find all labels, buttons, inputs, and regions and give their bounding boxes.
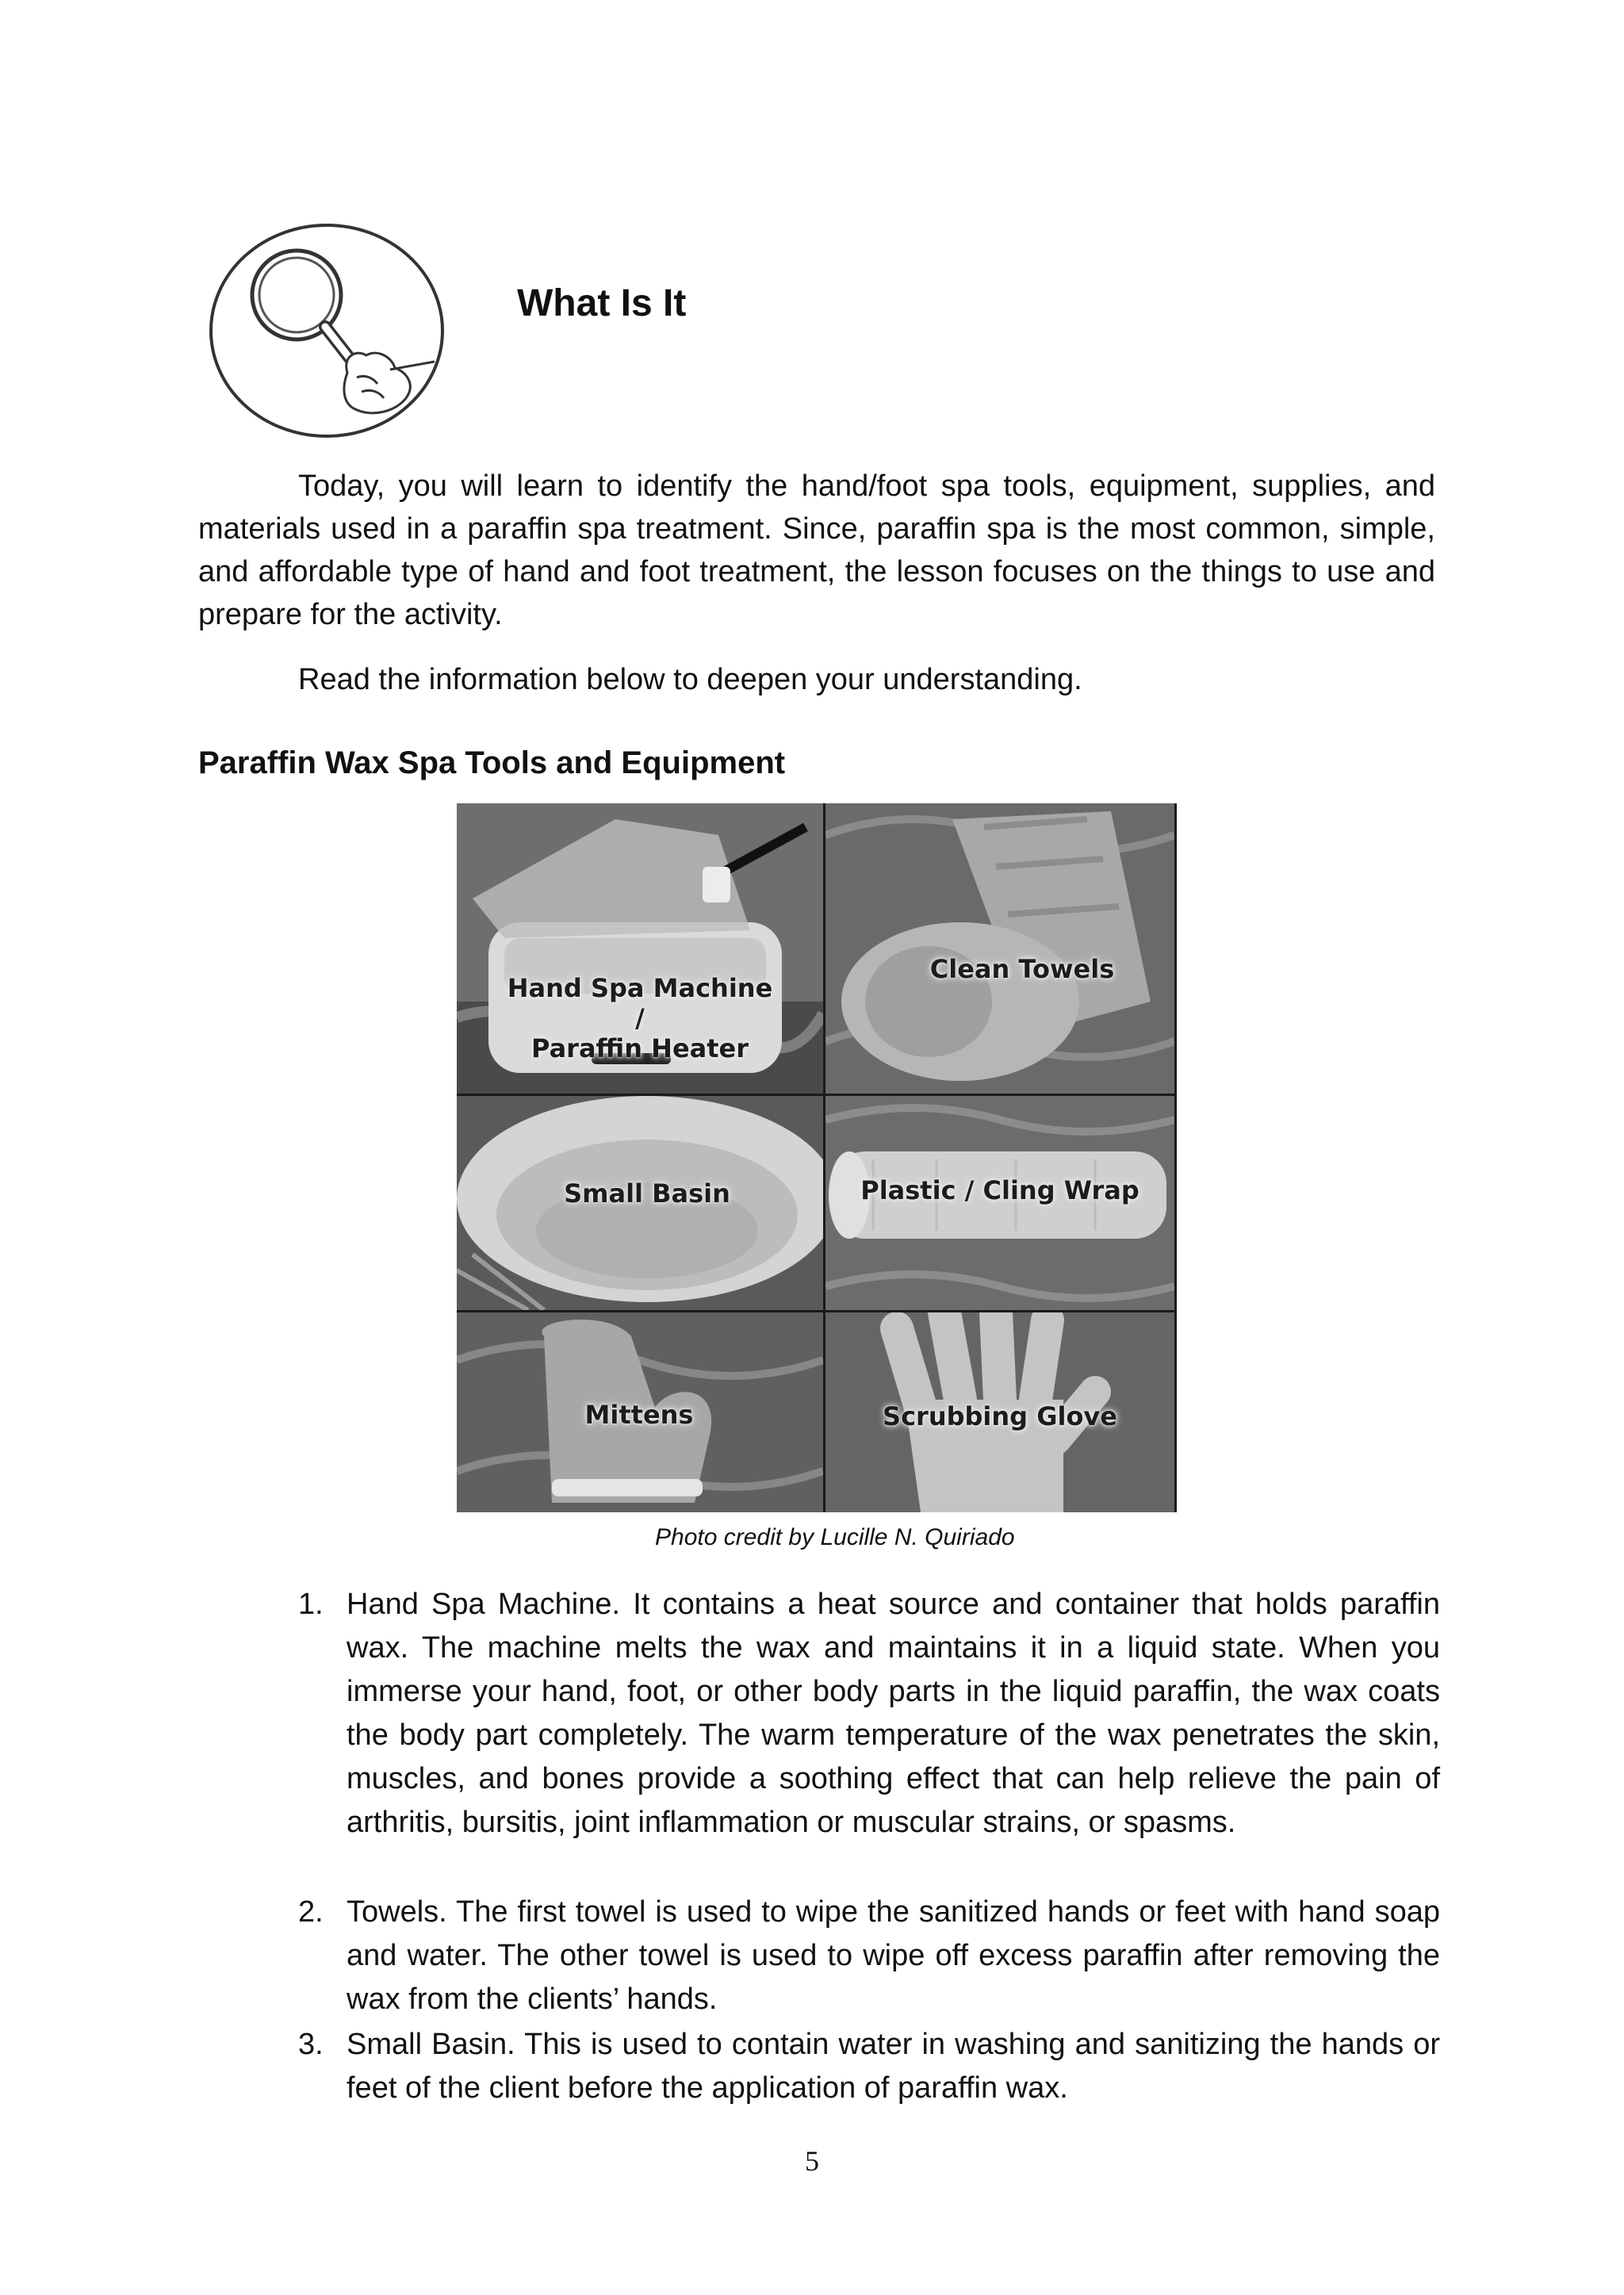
section-subheading: Paraffin Wax Spa Tools and Equipment — [198, 745, 786, 780]
read-instruction: Read the information below to deepen your understanding. — [298, 663, 1082, 696]
tools-photo-collage — [457, 803, 1177, 1512]
list-item-text: Hand Spa Machine. It contains a heat source and container that holds paraffin wax. The machine melts the wax and maintains it in a liquid state. When you immerse your hand, foot, or other body parts in the liquid paraffin, the wax coats the body part completely. The warm temperature of the wax penetrates the skin, muscles, and bones provide a soothing effect that can help relieve the pain of arthritis, bursitis, joint inflammation or muscular strains, or spasms. — [347, 1588, 1440, 1839]
section-title: What Is It — [517, 282, 687, 324]
list-item — [298, 2023, 1440, 2110]
intro-paragraph: Today, you will learn to identify the hand/foot spa tools, equipment, supplies, and materials used in a paraffin spa treatment. Since, paraffin spa is the most common, simple, and affordable type of hand and foot treatment, the lesson focuses on the things to use and prepare for the activity. — [198, 469, 1435, 631]
list-item — [298, 1891, 1440, 2021]
label-mittens: Mittens — [584, 1400, 694, 1430]
list-item-text: Towels. The first towel is used to wipe the sanitized hands or feet with hand soap and water. The other towel is used to wipe off excess paraffin after removing the wax from the clients’ hands. — [347, 1895, 1440, 2016]
label-hand-spa-machine: Hand Spa Machine / Paraffin Heater — [507, 973, 773, 1063]
label-clean-towels: Clean Towels — [929, 954, 1115, 984]
photo-credit: Photo credit by Lucille N. Quiriado — [655, 1524, 1015, 1550]
photo-tile-clean-towels — [825, 803, 1174, 1094]
list-item-text: Small Basin. This is used to contain water in washing and sanitizing the hands or feet of the client before the application of paraffin wax. — [347, 2028, 1440, 2105]
photo-tile-hand-spa-machine — [457, 803, 823, 1094]
list-item-number: 3. — [298, 2028, 324, 2061]
list-item — [298, 1583, 1440, 1845]
magnifying-glass-in-hand-icon — [208, 222, 446, 440]
label-plastic-wrap: Plastic / Cling Wrap — [860, 1175, 1139, 1205]
label-scrubbing-glove: Scrubbing Glove — [883, 1401, 1117, 1431]
photo-tile-small-basin — [457, 1096, 823, 1310]
photo-tile-mittens — [457, 1312, 823, 1512]
photo-tile-plastic-wrap — [825, 1096, 1174, 1310]
list-item-number: 2. — [298, 1895, 324, 1929]
list-item-number: 1. — [298, 1588, 324, 1621]
label-small-basin: Small Basin — [564, 1178, 730, 1209]
page-number: 5 — [805, 2145, 819, 2177]
photo-tile-scrubbing-glove — [825, 1312, 1174, 1512]
